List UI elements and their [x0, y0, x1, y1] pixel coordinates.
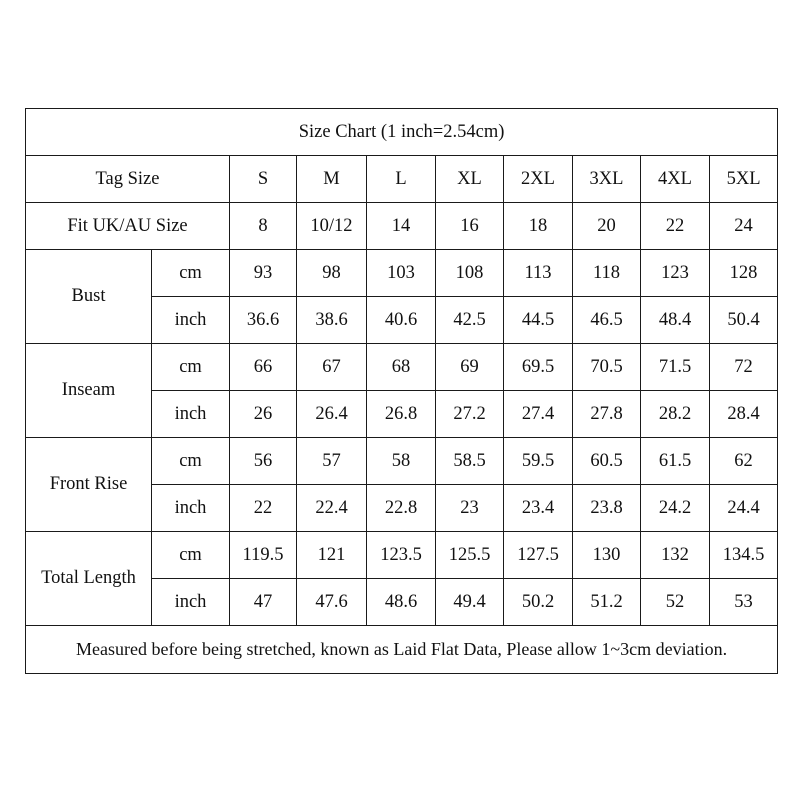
inseam-cm-value: 70.5: [573, 344, 641, 391]
total-length-cm-value: 121: [297, 532, 367, 579]
total-length-inch-value: 51.2: [573, 579, 641, 626]
total-length-inch-value: 50.2: [504, 579, 573, 626]
fit-uk-au-value: 24: [710, 203, 778, 250]
fit-uk-au-label: Fit UK/AU Size: [26, 203, 230, 250]
total-length-inch-value: 47.6: [297, 579, 367, 626]
chart-title: Size Chart (1 inch=2.54cm): [26, 109, 778, 156]
bust-inch-value: 36.6: [230, 297, 297, 344]
unit-label-inch: inch: [152, 485, 230, 532]
size-header-2xl: 2XL: [504, 156, 573, 203]
inseam-inch-value: 27.4: [504, 391, 573, 438]
tag-size-row: [26, 156, 778, 203]
bust-inch-value: 44.5: [504, 297, 573, 344]
total-length-cm-row: [26, 532, 778, 579]
size-header-5xl: 5XL: [710, 156, 778, 203]
front-rise-cm-value: 60.5: [573, 438, 641, 485]
front-rise-inch-value: 22: [230, 485, 297, 532]
size-chart-table: [25, 108, 778, 674]
total-length-cm-value: 125.5: [436, 532, 504, 579]
inseam-cm-value: 69: [436, 344, 504, 391]
total-length-cm-value: 130: [573, 532, 641, 579]
front-rise-cm-value: 61.5: [641, 438, 710, 485]
size-header-m: M: [297, 156, 367, 203]
bust-inch-value: 42.5: [436, 297, 504, 344]
bust-inch-value: 46.5: [573, 297, 641, 344]
unit-label-cm: cm: [152, 438, 230, 485]
size-header-3xl: 3XL: [573, 156, 641, 203]
fit-uk-au-value: 18: [504, 203, 573, 250]
inseam-cm-value: 72: [710, 344, 778, 391]
unit-label-inch: inch: [152, 391, 230, 438]
fit-uk-au-value: 16: [436, 203, 504, 250]
unit-label-cm: cm: [152, 532, 230, 579]
inseam-inch-value: 27.2: [436, 391, 504, 438]
size-header-xl: XL: [436, 156, 504, 203]
inseam-label: Inseam: [26, 344, 152, 438]
front-rise-cm-value: 62: [710, 438, 778, 485]
bust-inch-value: 50.4: [710, 297, 778, 344]
inseam-inch-value: 26.4: [297, 391, 367, 438]
front-rise-inch-value: 23.8: [573, 485, 641, 532]
size-header-s: S: [230, 156, 297, 203]
front-rise-cm-value: 58: [367, 438, 436, 485]
front-rise-cm-value: 57: [297, 438, 367, 485]
tag-size-label: Tag Size: [26, 156, 230, 203]
inseam-cm-value: 66: [230, 344, 297, 391]
bust-inch-value: 40.6: [367, 297, 436, 344]
front-rise-inch-value: 23: [436, 485, 504, 532]
bust-cm-value: 108: [436, 250, 504, 297]
total-length-label: Total Length: [26, 532, 152, 626]
front-rise-cm-value: 59.5: [504, 438, 573, 485]
total-length-inch-value: 52: [641, 579, 710, 626]
bust-label: Bust: [26, 250, 152, 344]
unit-label-cm: cm: [152, 250, 230, 297]
total-length-inch-value: 47: [230, 579, 297, 626]
inseam-cm-value: 68: [367, 344, 436, 391]
fit-uk-au-value: 8: [230, 203, 297, 250]
size-header-l: L: [367, 156, 436, 203]
unit-label-inch: inch: [152, 579, 230, 626]
bust-cm-value: 103: [367, 250, 436, 297]
unit-label-inch: inch: [152, 297, 230, 344]
front-rise-cm-value: 56: [230, 438, 297, 485]
bust-cm-value: 93: [230, 250, 297, 297]
fit-uk-au-value: 14: [367, 203, 436, 250]
fit-uk-au-value: 10/12: [297, 203, 367, 250]
total-length-cm-value: 127.5: [504, 532, 573, 579]
bust-cm-value: 128: [710, 250, 778, 297]
bust-cm-value: 98: [297, 250, 367, 297]
bust-cm-value: 118: [573, 250, 641, 297]
inseam-cm-value: 67: [297, 344, 367, 391]
fit-uk-au-value: 22: [641, 203, 710, 250]
total-length-cm-value: 123.5: [367, 532, 436, 579]
inseam-cm-value: 69.5: [504, 344, 573, 391]
front-rise-inch-value: 23.4: [504, 485, 573, 532]
inseam-inch-value: 28.2: [641, 391, 710, 438]
bust-inch-value: 38.6: [297, 297, 367, 344]
inseam-inch-value: 26.8: [367, 391, 436, 438]
front-rise-inch-value: 24.4: [710, 485, 778, 532]
front-rise-cm-value: 58.5: [436, 438, 504, 485]
total-length-cm-value: 132: [641, 532, 710, 579]
front-rise-cm-row: [26, 438, 778, 485]
total-length-cm-value: 134.5: [710, 532, 778, 579]
bust-inch-value: 48.4: [641, 297, 710, 344]
total-length-inch-value: 49.4: [436, 579, 504, 626]
front-rise-inch-value: 24.2: [641, 485, 710, 532]
bust-cm-value: 123: [641, 250, 710, 297]
fit-uk-au-value: 20: [573, 203, 641, 250]
size-header-4xl: 4XL: [641, 156, 710, 203]
inseam-inch-value: 26: [230, 391, 297, 438]
footnote-text: Measured before being stretched, known as Laid Flat Data, Please allow 1~3cm deviation.: [26, 626, 778, 674]
inseam-inch-value: 28.4: [710, 391, 778, 438]
inseam-inch-value: 27.8: [573, 391, 641, 438]
inseam-cm-row: [26, 344, 778, 391]
front-rise-inch-value: 22.4: [297, 485, 367, 532]
total-length-inch-value: 48.6: [367, 579, 436, 626]
bust-cm-row: [26, 250, 778, 297]
front-rise-inch-value: 22.8: [367, 485, 436, 532]
total-length-cm-value: 119.5: [230, 532, 297, 579]
total-length-inch-value: 53: [710, 579, 778, 626]
footnote-row: [26, 626, 778, 674]
bust-cm-value: 113: [504, 250, 573, 297]
front-rise-label: Front Rise: [26, 438, 152, 532]
fit-uk-au-row: [26, 203, 778, 250]
unit-label-cm: cm: [152, 344, 230, 391]
inseam-cm-value: 71.5: [641, 344, 710, 391]
